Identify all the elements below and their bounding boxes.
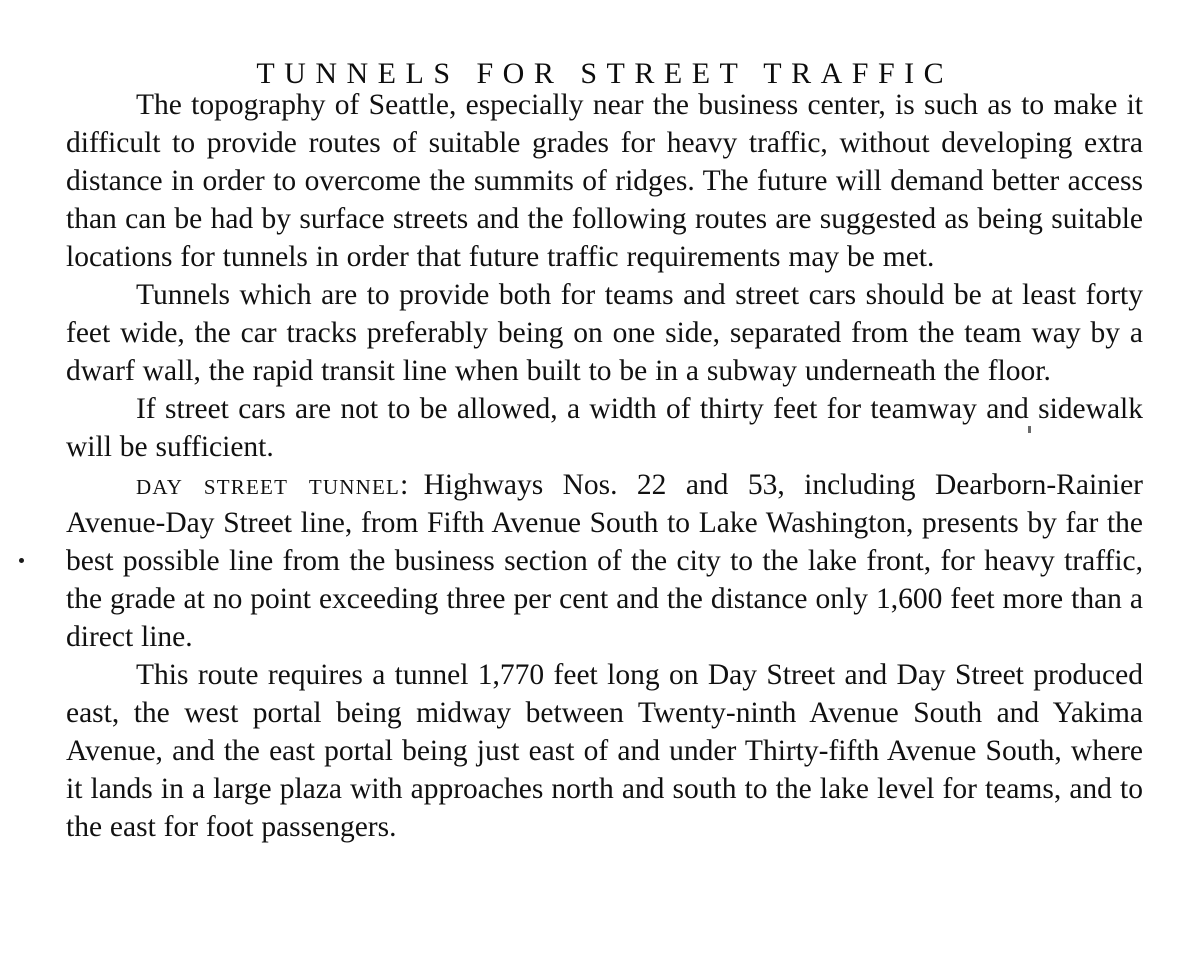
paragraph-day-street-tunnel (66, 466, 1143, 656)
margin-ink-speck (19, 558, 24, 563)
paragraph-day-street-tunnel-text: Highways Nos. 22 and 53, including Dearborn-Rainier Avenue-Day Street line, from Fifth Avenue South to Lake Washington, presents by far the best possible line from the business section of the city to the lake front, for heavy traffic, the grade at no point exceeding three per cent and the distance only 1,600 feet more than a direct line. (66, 469, 1144, 653)
scan-artifact-mark (1028, 426, 1031, 433)
page-title: TUNNELS FOR STREET TRAFFIC (256, 57, 954, 91)
paragraph-topography: The topography of Seattle, especially near the business center, is such as to make it difficult to provide routes of suitable grades for heavy traffic, without developing extra distance in order to overcome the summits of ridges. The future will demand better access than can be had by surface streets and the following routes are suggested as being suitable locations for tunnels in order that future traffic requirements may be met. (66, 89, 1143, 273)
runin-heading-day-street-tunnel: day street tunnel: (136, 468, 410, 501)
paragraph-tunnel-width-teams-and-cars: Tunnels which are to provide both for teams and street cars should be at least forty feet wide, the car tracks preferably being on one side, separated from the team way by a dwarf wall, the rapid transit line when built to be in a subway underneath the floor. (66, 279, 1143, 387)
body-text-column (66, 86, 1143, 846)
paragraph-tunnel-width-no-street-cars: If street cars are not to be allowed, a width of thirty feet for teamway and sidewalk will be sufficient. (66, 393, 1143, 463)
paragraph-day-street-route-description: This route requires a tunnel 1,770 feet long on Day Street and Day Street produced east, the west portal being midway between Twenty-ninth Avenue South and Yakima Avenue, and the east portal being just east of and under Thirty-fifth Avenue South, where it lands in a large plaza with approaches north and south to the lake level for teams, and to the east for foot passengers. (66, 659, 1143, 843)
